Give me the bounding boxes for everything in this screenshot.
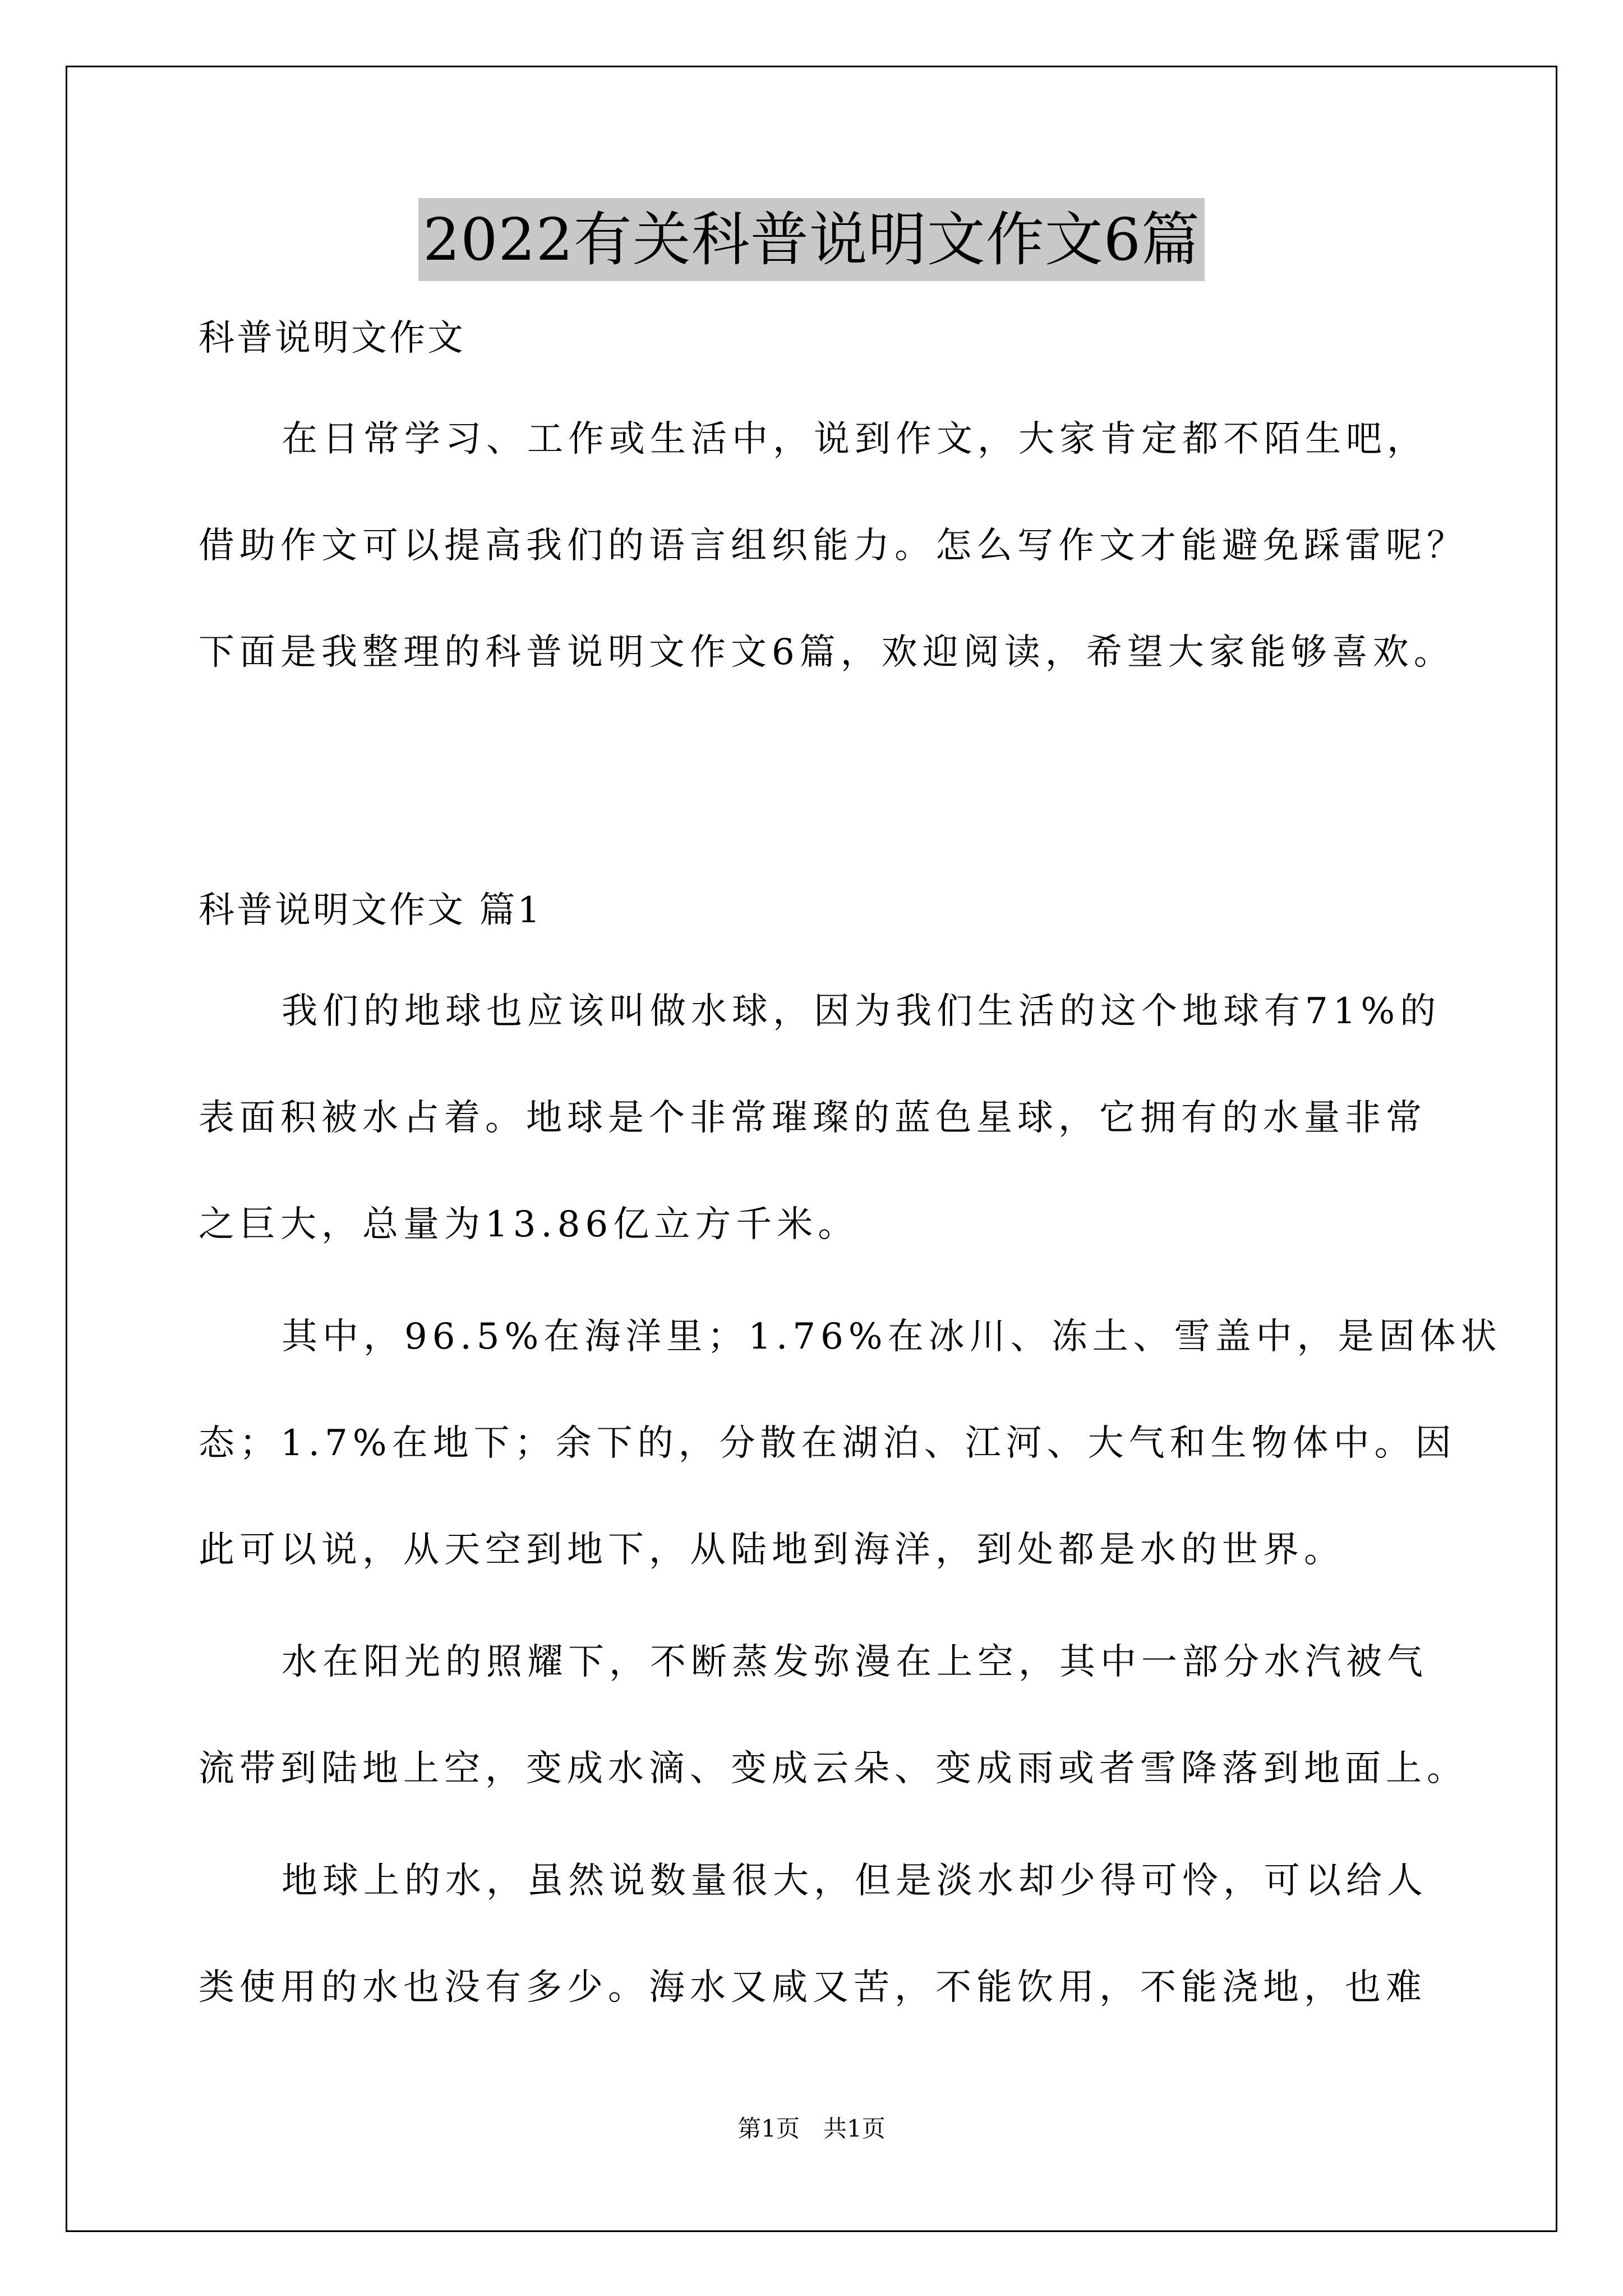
intro-line: 在日常学习、工作或生活中，说到作文，大家肯定都不陌生吧， xyxy=(282,418,1428,460)
body-line: 地球上的水，虽然说数量很大，但是淡水却少得可怜，可以给人 xyxy=(282,1860,1428,1902)
body-line: 水在阳光的照耀下，不断蒸发弥漫在上空，其中一部分水汽被气 xyxy=(282,1641,1428,1683)
body-line: 表面积被水占着。地球是个非常璀璨的蓝色星球，它拥有的水量非常 xyxy=(199,1097,1427,1139)
document-title: 2022有关科普说明文作文6篇 xyxy=(418,198,1205,281)
title-wrap xyxy=(0,198,1623,281)
body-line: 此可以说，从天空到地下，从陆地到海洋，到处都是水的世界。 xyxy=(199,1529,1345,1571)
intro-line: 借助作文可以提高我们的语言组织能力。怎么写作文才能避免踩雷呢？ xyxy=(199,525,1468,567)
section-heading: 科普说明文作文 篇1 xyxy=(199,890,543,931)
page-footer: 第1页 共1页 xyxy=(737,2115,886,2142)
body-line: 类使用的水也没有多少。海水又咸又苦，不能饮用，不能浇地，也难 xyxy=(199,1967,1427,2008)
body-line: 态；1.7%在地下；余下的，分散在湖泊、江河、大气和生物体中。因 xyxy=(199,1423,1456,1464)
body-line: 流带到陆地上空，变成水滴、变成云朵、变成雨或者雪降落到地面上。 xyxy=(199,1748,1468,1789)
body-line: 之巨大，总量为13.86亿立方千米。 xyxy=(199,1204,859,1245)
body-line: 其中，96.5%在海洋里；1.76%在冰川、冻土、雪盖中，是固体状 xyxy=(282,1316,1502,1358)
intro-line: 下面是我整理的科普说明文作文6篇，欢迎阅读，希望大家能够喜欢。 xyxy=(199,632,1455,673)
body-line: 我们的地球也应该叫做水球，因为我们生活的这个地球有71%的 xyxy=(282,991,1441,1032)
intro-heading: 科普说明文作文 xyxy=(199,318,465,359)
page-border xyxy=(66,66,1557,2232)
